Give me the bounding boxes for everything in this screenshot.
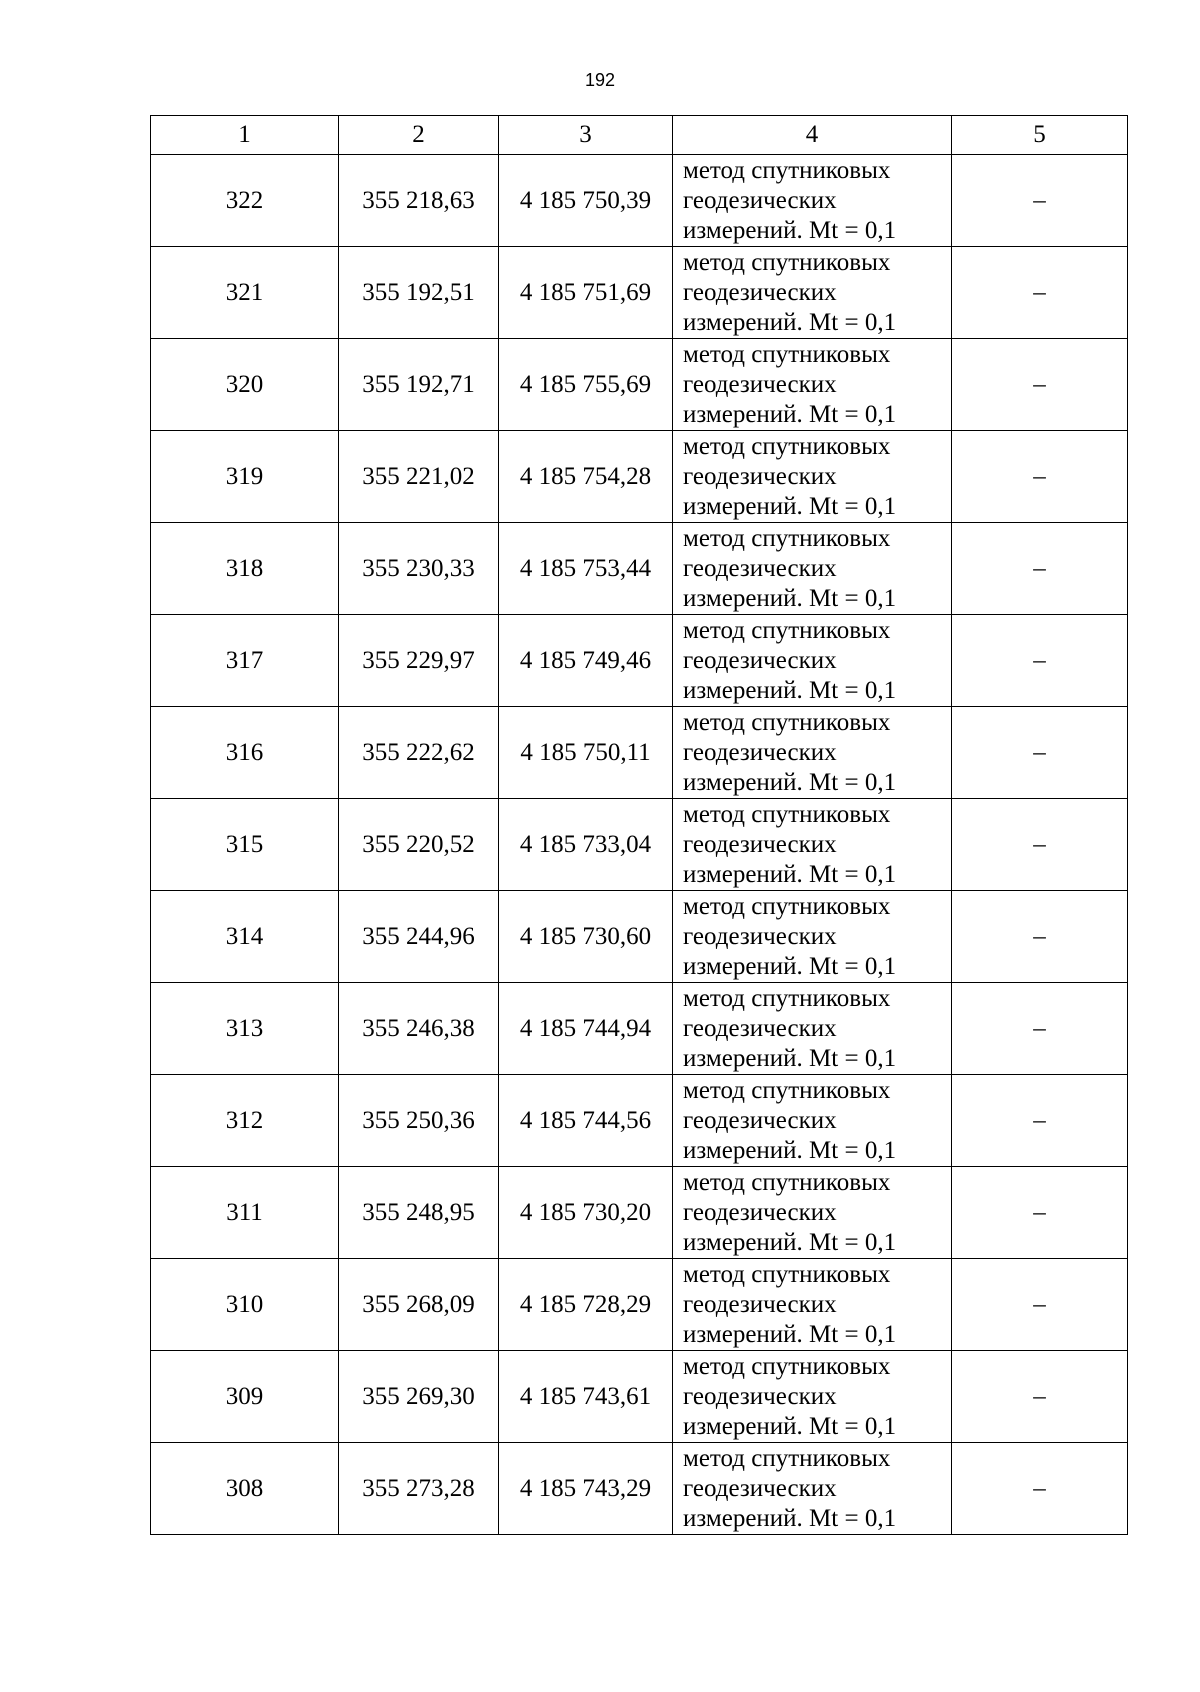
- method-line: метод спутниковых: [683, 1168, 891, 1196]
- method-line: геодезических: [683, 922, 837, 950]
- point-number-cell: 312: [151, 1075, 339, 1167]
- method-line: метод спутниковых: [683, 616, 891, 644]
- method-line: геодезических: [683, 186, 837, 214]
- y-coordinate-cell: 4 185 744,94: [499, 983, 673, 1075]
- method-line: геодезических: [683, 1474, 837, 1502]
- table-row: [151, 1075, 1128, 1167]
- method-cell: [673, 1259, 952, 1351]
- method-line: геодезических: [683, 1014, 837, 1042]
- method-line: измерений. Mt = 0,1: [683, 1136, 897, 1164]
- point-number-cell: 317: [151, 615, 339, 707]
- table-row: [151, 891, 1128, 983]
- method-line: метод спутниковых: [683, 1352, 891, 1380]
- note-cell: –: [952, 339, 1128, 431]
- point-number-cell: 322: [151, 155, 339, 247]
- method-line: метод спутниковых: [683, 432, 891, 460]
- method-line: метод спутниковых: [683, 1444, 891, 1472]
- method-cell: [673, 1351, 952, 1443]
- x-coordinate-cell: 355 273,28: [339, 1443, 499, 1535]
- x-coordinate-cell: 355 246,38: [339, 983, 499, 1075]
- method-line: геодезических: [683, 462, 837, 490]
- x-coordinate-cell: 355 250,36: [339, 1075, 499, 1167]
- x-coordinate-cell: 355 248,95: [339, 1167, 499, 1259]
- method-line: измерений. Mt = 0,1: [683, 1044, 897, 1072]
- point-number-cell: 316: [151, 707, 339, 799]
- method-line: геодезических: [683, 830, 837, 858]
- x-coordinate-cell: 355 218,63: [339, 155, 499, 247]
- x-coordinate-cell: 355 269,30: [339, 1351, 499, 1443]
- x-coordinate-cell: 355 244,96: [339, 891, 499, 983]
- note-cell: –: [952, 431, 1128, 523]
- header-cell-1: 1: [151, 116, 339, 155]
- y-coordinate-cell: 4 185 743,61: [499, 1351, 673, 1443]
- table-row: [151, 983, 1128, 1075]
- method-line: метод спутниковых: [683, 156, 891, 184]
- table-row: [151, 615, 1128, 707]
- note-cell: –: [952, 155, 1128, 247]
- header-cell-2: 2: [339, 116, 499, 155]
- table-row: [151, 155, 1128, 247]
- header-row: [151, 116, 1128, 155]
- table-row: [151, 431, 1128, 523]
- point-number-cell: 320: [151, 339, 339, 431]
- method-line: измерений. Mt = 0,1: [683, 1320, 897, 1348]
- method-line: измерений. Mt = 0,1: [683, 676, 897, 704]
- table-row: [151, 1351, 1128, 1443]
- table-row: [151, 707, 1128, 799]
- note-cell: –: [952, 1075, 1128, 1167]
- y-coordinate-cell: 4 185 743,29: [499, 1443, 673, 1535]
- x-coordinate-cell: 355 192,71: [339, 339, 499, 431]
- point-number-cell: 313: [151, 983, 339, 1075]
- x-coordinate-cell: 355 229,97: [339, 615, 499, 707]
- method-cell: [673, 1443, 952, 1535]
- y-coordinate-cell: 4 185 755,69: [499, 339, 673, 431]
- note-cell: –: [952, 1167, 1128, 1259]
- note-cell: –: [952, 1351, 1128, 1443]
- point-number-cell: 319: [151, 431, 339, 523]
- method-line: метод спутниковых: [683, 892, 891, 920]
- page-number: 192: [584, 70, 616, 90]
- x-coordinate-cell: 355 192,51: [339, 247, 499, 339]
- point-number-cell: 314: [151, 891, 339, 983]
- method-cell: [673, 247, 952, 339]
- method-cell: [673, 339, 952, 431]
- method-line: измерений. Mt = 0,1: [683, 492, 897, 520]
- table-row: [151, 1259, 1128, 1351]
- x-coordinate-cell: 355 221,02: [339, 431, 499, 523]
- method-cell: [673, 1075, 952, 1167]
- method-cell: [673, 983, 952, 1075]
- method-line: геодезических: [683, 1106, 837, 1134]
- note-cell: –: [952, 247, 1128, 339]
- header-cell-4: 4: [673, 116, 952, 155]
- method-line: измерений. Mt = 0,1: [683, 952, 897, 980]
- point-number-cell: 318: [151, 523, 339, 615]
- point-number-cell: 308: [151, 1443, 339, 1535]
- method-line: геодезических: [683, 370, 837, 398]
- method-line: геодезических: [683, 1198, 837, 1226]
- method-cell: [673, 615, 952, 707]
- table-row: [151, 247, 1128, 339]
- method-line: метод спутниковых: [683, 524, 891, 552]
- header-cell-5: 5: [952, 116, 1128, 155]
- y-coordinate-cell: 4 185 754,28: [499, 431, 673, 523]
- method-cell: [673, 707, 952, 799]
- method-line: геодезических: [683, 646, 837, 674]
- x-coordinate-cell: 355 230,33: [339, 523, 499, 615]
- note-cell: –: [952, 983, 1128, 1075]
- note-cell: –: [952, 1259, 1128, 1351]
- method-cell: [673, 431, 952, 523]
- y-coordinate-cell: 4 185 730,60: [499, 891, 673, 983]
- method-line: метод спутниковых: [683, 1076, 891, 1104]
- method-line: измерений. Mt = 0,1: [683, 1412, 897, 1440]
- x-coordinate-cell: 355 220,52: [339, 799, 499, 891]
- note-cell: –: [952, 707, 1128, 799]
- method-line: измерений. Mt = 0,1: [683, 1504, 897, 1532]
- point-number-cell: 315: [151, 799, 339, 891]
- table-body: [151, 155, 1128, 1535]
- method-line: измерений. Mt = 0,1: [683, 1228, 897, 1256]
- method-cell: [673, 523, 952, 615]
- table-row: [151, 1443, 1128, 1535]
- method-line: геодезических: [683, 1382, 837, 1410]
- note-cell: –: [952, 523, 1128, 615]
- method-line: метод спутниковых: [683, 340, 891, 368]
- header-cell-3: 3: [499, 116, 673, 155]
- method-line: измерений. Mt = 0,1: [683, 860, 897, 888]
- note-cell: –: [952, 615, 1128, 707]
- method-line: геодезических: [683, 554, 837, 582]
- method-line: геодезических: [683, 1290, 837, 1318]
- method-line: геодезических: [683, 738, 837, 766]
- y-coordinate-cell: 4 185 728,29: [499, 1259, 673, 1351]
- y-coordinate-cell: 4 185 750,11: [499, 707, 673, 799]
- method-cell: [673, 799, 952, 891]
- note-cell: –: [952, 891, 1128, 983]
- method-line: метод спутниковых: [683, 248, 891, 276]
- point-number-cell: 309: [151, 1351, 339, 1443]
- note-cell: –: [952, 1443, 1128, 1535]
- point-number-cell: 311: [151, 1167, 339, 1259]
- x-coordinate-cell: 355 222,62: [339, 707, 499, 799]
- method-line: измерений. Mt = 0,1: [683, 584, 897, 612]
- method-line: метод спутниковых: [683, 708, 891, 736]
- y-coordinate-cell: 4 185 750,39: [499, 155, 673, 247]
- table-row: [151, 1167, 1128, 1259]
- method-line: измерений. Mt = 0,1: [683, 216, 897, 244]
- method-line: измерений. Mt = 0,1: [683, 308, 897, 336]
- point-number-cell: 321: [151, 247, 339, 339]
- coordinates-table: [150, 115, 1128, 1535]
- method-line: метод спутниковых: [683, 984, 891, 1012]
- y-coordinate-cell: 4 185 733,04: [499, 799, 673, 891]
- method-line: метод спутниковых: [683, 800, 891, 828]
- note-cell: –: [952, 799, 1128, 891]
- x-coordinate-cell: 355 268,09: [339, 1259, 499, 1351]
- method-line: измерений. Mt = 0,1: [683, 768, 897, 796]
- method-cell: [673, 155, 952, 247]
- method-cell: [673, 1167, 952, 1259]
- y-coordinate-cell: 4 185 730,20: [499, 1167, 673, 1259]
- method-cell: [673, 891, 952, 983]
- table-row: [151, 339, 1128, 431]
- y-coordinate-cell: 4 185 744,56: [499, 1075, 673, 1167]
- y-coordinate-cell: 4 185 749,46: [499, 615, 673, 707]
- point-number-cell: 310: [151, 1259, 339, 1351]
- method-line: метод спутниковых: [683, 1260, 891, 1288]
- table-row: [151, 799, 1128, 891]
- table-row: [151, 523, 1128, 615]
- method-line: геодезических: [683, 278, 837, 306]
- method-line: измерений. Mt = 0,1: [683, 400, 897, 428]
- y-coordinate-cell: 4 185 751,69: [499, 247, 673, 339]
- y-coordinate-cell: 4 185 753,44: [499, 523, 673, 615]
